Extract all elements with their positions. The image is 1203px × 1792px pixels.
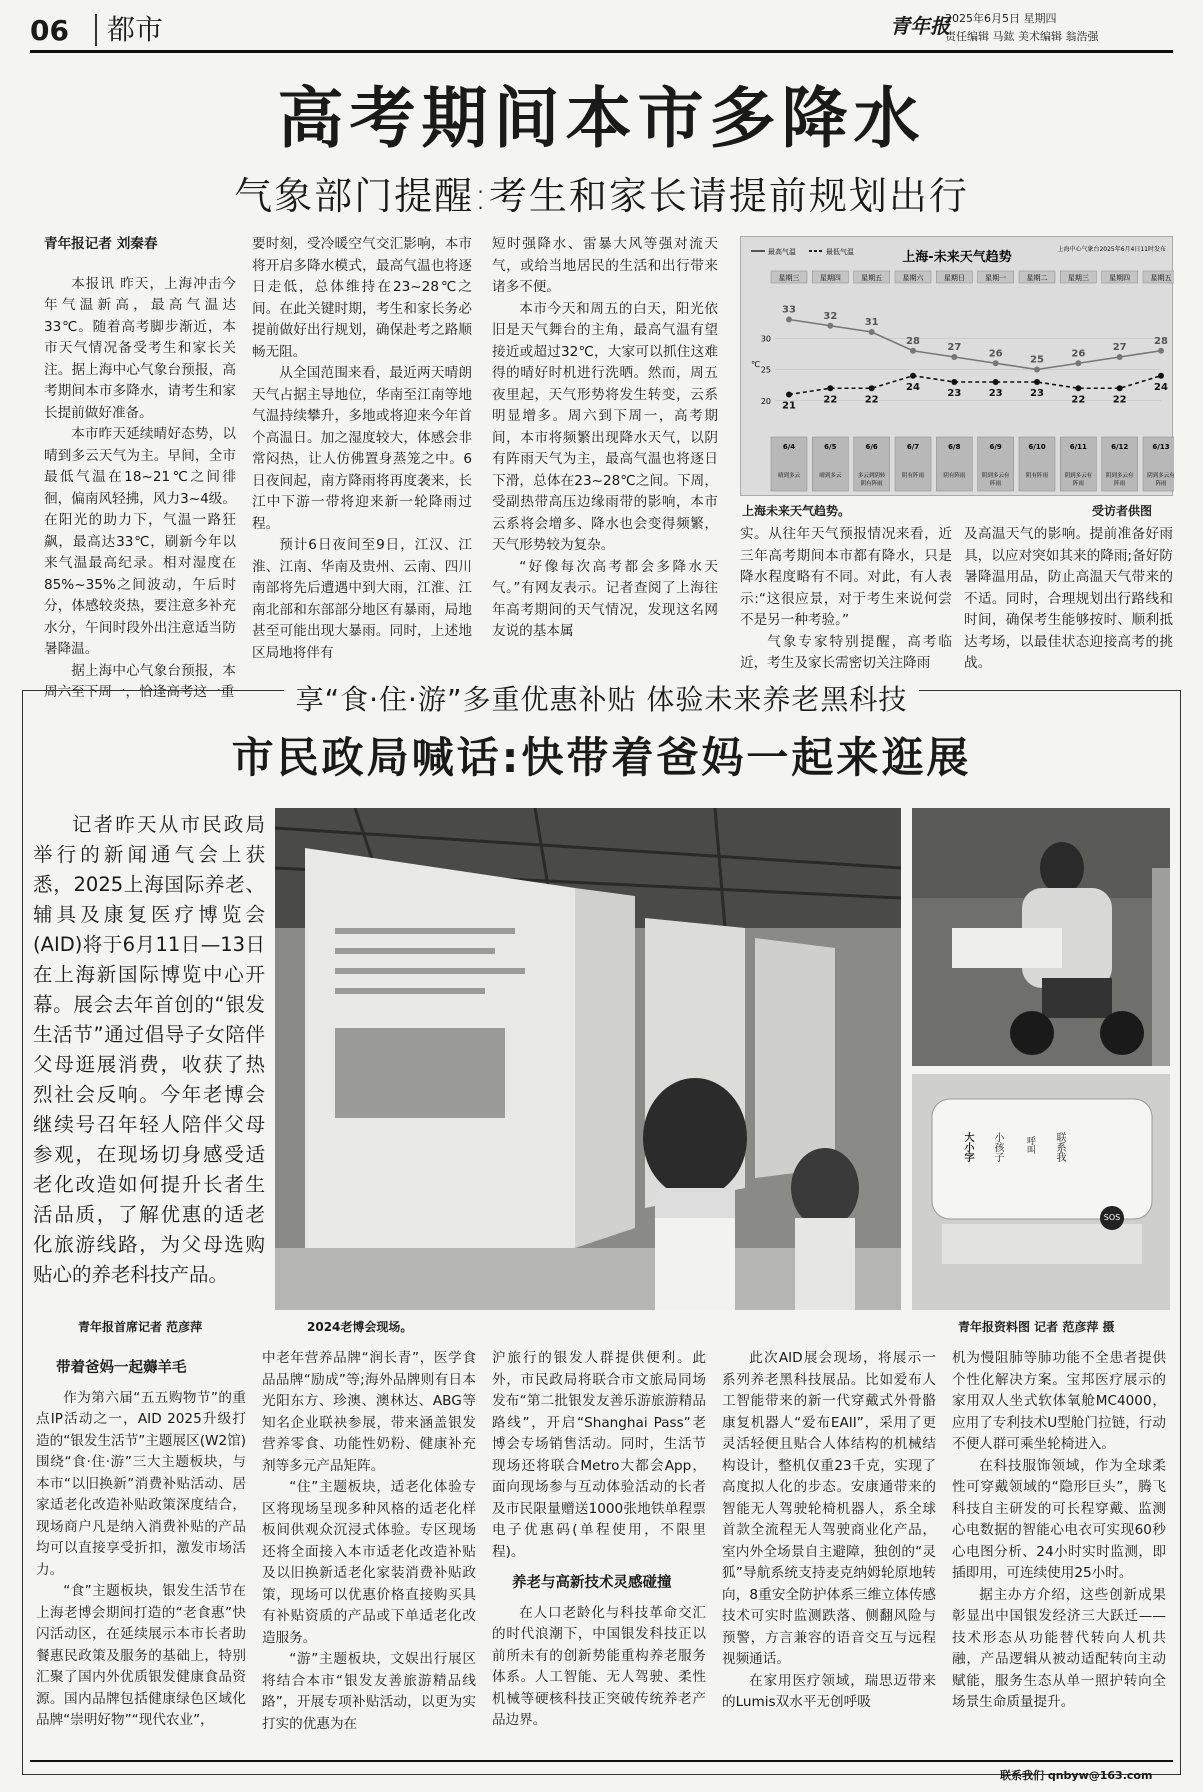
wheelchair-photo xyxy=(912,808,1170,1066)
x-tick-label: 6/8 xyxy=(948,443,961,451)
data-point xyxy=(786,317,792,323)
paragraph: 在科技服饰领域，作为全球柔性可穿戴领域的“隐形巨头”，腾飞科技自主研发的可长程穿戴、监测心电数据的智能心电衣可实现60秒心电图分析、24小时实时监测，即插即用，可连续使用25小时。 xyxy=(952,1457,1166,1581)
x-tick-label: 6/11 xyxy=(1069,443,1087,451)
device-photo-art xyxy=(912,1074,1170,1310)
paragraph: 本市昨天延续晴好态势，以晴到多云天气为主。早间，全市最低气温在18~21℃之间徘徊，偏南风轻拂，风力3~4级。在阳光的助力下，气温一路狂飙，最高达33℃，刷新今年以来气温最高纪录。相对湿度在85%~35%之间波动，午后时分，体感较炎热，要注意多补充水分，午间时段外出注意适当防暑降温。 xyxy=(44,426,236,657)
headline-1: 高考期间本市多降水 xyxy=(277,80,926,157)
condition-label-cont: 阵雨 xyxy=(1155,481,1167,487)
condition-label: 阴到多云有 xyxy=(1105,473,1134,479)
paragraph: “住”主题板块，适老化体验专区将现场呈现多种风格的适老化样板间供观众沉浸式体验。专区现场还将全面接入本市适老化改造补贴及以旧换新适老化家装消费补贴政策，现场可以优惠价格直接购买具有补贴资质的产品或下单适老化改造服务。 xyxy=(262,1479,476,1646)
weekday-label: 星期六 xyxy=(902,274,924,282)
section-name: 都市 xyxy=(95,14,163,46)
weekday-label: 星期日 xyxy=(943,274,965,282)
paragraph: 中老年营养品牌“润长青”，医学食品品牌“励成”等;海外品牌则有日本光阳东方、珍澳、澳林达、ABG等知名企业联袂参展，带来涵盖银发营养零食、功能性奶粉、健康补充剂等多元产品矩阵。 xyxy=(262,1350,476,1474)
weather-trend-chart xyxy=(740,236,1173,496)
weekday-label: 星期四 xyxy=(819,274,841,282)
condition-label: 晴到多云 xyxy=(777,473,801,479)
series-line-low xyxy=(789,376,1161,395)
data-point xyxy=(1034,367,1040,373)
data-point xyxy=(1117,385,1123,391)
y-tick-label: 30 xyxy=(760,334,771,344)
data-label: 33 xyxy=(782,304,796,316)
data-point xyxy=(827,323,833,329)
data-point xyxy=(910,373,916,379)
x-tick-label: 6/5 xyxy=(824,443,837,451)
data-point xyxy=(993,379,999,385)
paragraph: “食”主题板块，银发生活节在上海老博会期间打造的“老食惠”快闪活动区，在延续展示本市长者助餐惠民政策及服务的基础上，特别汇聚了国内外优质银发健康食品资源。国内品牌包括健康绿色区域化品牌“崇明好物”“现代农业”， xyxy=(36,1583,246,1728)
subheadline-1: 气象部门提醒:考生和家长请提前规划出行 xyxy=(234,174,969,218)
photo-caption: 2024老博会现场。 xyxy=(307,1320,413,1334)
x-tick-label: 6/10 xyxy=(1028,443,1046,451)
weekday-label: 星期四 xyxy=(1109,274,1131,282)
expo-photo-art xyxy=(275,808,901,1310)
data-label: 22 xyxy=(1112,394,1127,406)
data-label: 22 xyxy=(823,394,838,406)
condition-label: 晴到多云 xyxy=(819,473,842,479)
weekday-label: 星期五 xyxy=(861,274,883,282)
data-point xyxy=(1158,373,1164,379)
data-label: 23 xyxy=(947,388,962,399)
footer-contact: 联系我们 qnbyw@163.com xyxy=(1000,1769,1153,1782)
data-label: 24 xyxy=(906,381,920,393)
story1-column-2 xyxy=(252,234,472,664)
data-point xyxy=(1075,385,1081,391)
device-photo xyxy=(912,1074,1170,1310)
lead-byline: 青年报首席记者 范彦萍 xyxy=(78,1320,203,1334)
condition-label-cont: 阵雨 xyxy=(1072,481,1084,487)
data-label: 25 xyxy=(1030,354,1044,366)
weekday-label: 星期三 xyxy=(1067,274,1089,282)
x-tick-label: 6/13 xyxy=(1152,443,1170,451)
device-button-child: 小孩子 xyxy=(992,1132,1003,1162)
data-label: 26 xyxy=(988,348,1003,360)
condition-label: 阴到多云有 xyxy=(1064,473,1093,479)
x-tick-label: 6/7 xyxy=(906,443,920,451)
story2-column-5 xyxy=(952,1348,1166,1714)
x-tick-label: 6/4 xyxy=(782,443,796,451)
device-button-large-text: 大小字 xyxy=(962,1132,973,1162)
data-point xyxy=(1158,348,1164,354)
data-point xyxy=(951,379,957,385)
paragraph: 及高温天气的影响。提前准备好雨具，以应对突如其来的降雨;备好防暑降温用品，防止高温天气带来的不适。同时，合理规划出行路线和时间，确保考生能够按时、顺利抵达考场，以最佳状态迎接高考的挑战。 xyxy=(964,526,1173,671)
data-label: 23 xyxy=(1030,388,1044,399)
chart-source-note: 上海中心气象台2025年6月4日11时发布 xyxy=(1057,246,1166,253)
wheelchair-photo-art xyxy=(912,808,1170,1066)
data-label: 31 xyxy=(864,317,879,328)
paragraph: 作为第六届“五五购物节”的重点IP活动之一，AID 2025升级打造的“银发生活节”主题展区(W2馆)围绕“食·住·游”三大主题板块，与本市“以旧换新”消费补贴活动、居家适老化改造补贴政策深度结合，现场商户凡是纳入消费补贴的产品均可以直接享受折扣，激发市场活力。 xyxy=(36,1389,246,1578)
paragraph: 在人口老龄化与科技革命交汇的时代浪潮下，中国银发科技正以前所未有的创新势能重构养老服务体系。人工智能、无人驾驶、柔性机械等硬核科技正突破传统养老产品边界。 xyxy=(492,1604,706,1728)
kicker-2 xyxy=(0,678,1203,718)
subhead: 带着爸妈一起薅羊毛 xyxy=(56,1360,187,1376)
paragraph: 要时刻，受冷暖空气交汇影响，本市将开启多降水模式，最高气温也将逐日走低，总体维持在23~28℃之间。在此关键时期，考生和家长务必提前做好出行规划，确保赴考之路顺畅无阻。 xyxy=(252,236,472,360)
story1-column-3 xyxy=(492,234,718,643)
data-label: 22 xyxy=(1071,394,1086,406)
chart-credit: 受访者供图 xyxy=(1092,504,1153,518)
lead-paragraph xyxy=(33,810,265,1290)
x-tick-label: 6/6 xyxy=(865,443,878,451)
data-point xyxy=(1034,379,1040,385)
data-label: 32 xyxy=(823,310,838,322)
legend-label-high: 最高气温 xyxy=(768,248,796,256)
data-point xyxy=(910,348,916,354)
condition-label: 阴有阵雨 xyxy=(1025,473,1049,479)
data-point xyxy=(786,392,792,398)
condition-label-cont: 阵雨 xyxy=(990,481,1002,487)
story1-column-5 xyxy=(964,524,1173,675)
photo-credit: 青年报资料图 记者 范彦萍 摄 xyxy=(958,1320,1115,1334)
story1-column-1 xyxy=(44,234,236,704)
header-rule xyxy=(30,50,1173,53)
paragraph: 短时强降水、雷暴大风等强对流天气，或给当地居民的生活和出行带来诸多不便。 xyxy=(492,236,718,295)
kicker-text: 享“食·住·游”多重优惠补贴 体验未来养老黑科技 xyxy=(284,683,920,716)
series-line-high xyxy=(789,320,1161,370)
weekday-label: 星期一 xyxy=(985,274,1007,282)
story1-column-4 xyxy=(740,524,952,675)
condition-label-cont: 阵雨 xyxy=(1114,481,1126,487)
story2-column-3 xyxy=(492,1348,706,1732)
device-sos-button: SOS xyxy=(1100,1206,1124,1230)
data-label: 27 xyxy=(947,342,962,353)
data-point xyxy=(951,354,957,360)
device-button-call: 呼叫 xyxy=(1025,1136,1035,1154)
condition-label: 阴有阵雨 xyxy=(901,473,925,479)
paragraph: 据上海中心气象台预报，本周六至下周一，恰逢高考这一重 xyxy=(44,662,236,700)
data-point xyxy=(869,385,875,391)
paragraph: 沪旅行的银发人群提供便利。此外，市民政局将联合市文旅局同场发布“第二批银发友善乐游旅游精品路线”，开启“Shanghai Pass”老博会专场销售活动。同时，生活节现场还将联合Metro大都会App，面向现场参与互动体验活动的长者及市民限量赠送1000张地铁单程票电子优惠码(单程使用，不限里程)。 xyxy=(492,1350,706,1560)
paragraph: 实。从往年天气预报情况来看，近三年高考期间本市都有降水，只是降水程度略有不同。对此，有人表示:“这很应景，对于考生来说何尝不是另一种考验。” xyxy=(740,526,952,628)
paragraph: 据主办方介绍，这些创新成果彰显出中国银发经济三大跃迁——技术形态从功能替代转向人机共融，产品逻辑从被动适配转向主动赋能，服务生态从单一照护转向全场景生命质量提升。 xyxy=(952,1586,1166,1710)
x-tick-label: 6/12 xyxy=(1111,443,1129,451)
byline: 青年报记者 刘秦春 xyxy=(44,236,158,252)
weekday-label: 星期五 xyxy=(1150,274,1172,282)
data-label: 21 xyxy=(782,400,796,412)
chart-title: 上海-未来天气趋势 xyxy=(902,250,1012,265)
data-label: 26 xyxy=(1071,348,1086,360)
paragraph: 气象专家特别提醒，高考临近，考生及家长需密切关注降雨 xyxy=(740,633,952,671)
data-label: 24 xyxy=(1154,381,1168,393)
condition-label: 多云到阴转 xyxy=(857,473,886,479)
paragraph: “好像每次高考都会多降水天气。”有网友表示。记者查阅了上海往年高考期间的天气情况，发现这名网友说的基本属 xyxy=(492,558,718,639)
issue-date: 2025年6月5日 星期四 xyxy=(945,12,1057,25)
paragraph: 在家用医疗领域，瑞思迈带来的Lumis双水平无创呼吸 xyxy=(722,1672,936,1710)
editor-credits: 责任编辑 马鈜 美术编辑 翁浩强 xyxy=(945,30,1099,43)
data-label: 23 xyxy=(988,388,1003,399)
data-label: 27 xyxy=(1112,342,1127,353)
paragraph: 本报讯 昨天，上海冲击今年气温新高，最高气温达33℃。随着高考脚步渐近，本市天气情况备受考生和家长关注。据上海中心气象台预报，高考期间本市多降水，请考生和家长提前做好准备。 xyxy=(44,275,236,421)
expo-photo xyxy=(275,808,901,1310)
data-label: 28 xyxy=(906,335,920,347)
data-label: 28 xyxy=(1154,335,1168,347)
chart-caption: 上海未来天气趋势。 xyxy=(742,504,851,518)
legend-label-low: 最低气温 xyxy=(826,248,854,256)
paragraph: 此次AID展会现场，将展示一系列养老黑科技展品。比如爱布人工智能带来的新一代穿戴式外骨骼康复机器人“爱布EAII”，采用了更灵活轻便且贴合人体结构的机械结构设计，整机仅重23千克，实现了高度拟人化的步态。安康通带来的智能无人驾驶轮椅机器人，系全球首款全流程无人驾驶商业化产品，室内外全场景自主避障，独创的“灵狐”导航系统支持麦克纳姆轮原地转向，8重安全防护体系三维立体传感技术可实时监测跌落、侧翻风险与预警，方言兼容的语音交互与远程视频通话。 xyxy=(722,1350,936,1667)
paragraph: 机为慢阻肺等肺功能不全患者提供个性化解决方案。宝邦医疗展示的家用双人坐式软体氧舱MC4000，应用了专利技术U型舱门拉链，行动不便人群可乘坐轮椅进入。 xyxy=(952,1350,1166,1452)
story2-column-1 xyxy=(36,1348,246,1732)
data-point xyxy=(993,360,999,366)
masthead-logo: 青年报 xyxy=(890,14,950,38)
page-number: 06 xyxy=(30,14,69,47)
condition-label: 阴到多云有 xyxy=(1147,473,1174,479)
device-button-contact: 联系我 xyxy=(1054,1132,1065,1162)
y-axis-label: ℃ xyxy=(751,360,760,369)
weekday-label: 星期二 xyxy=(1026,274,1048,282)
data-label: 22 xyxy=(864,394,879,406)
condition-label: 阴有阵雨 xyxy=(943,473,966,479)
y-tick-label: 25 xyxy=(760,365,771,375)
paragraph: 本市今天和周五的白天，阳光依旧是天气舞台的主角，最高气温有望接近或超过32℃，大家可以抓住这难得的晴好时机进行洗晒。然而，周五夜里起，天气形势将发生转变，云系明显增多。周六到下周一，高考期间，本市将频繁出现降水天气，以阴有阵雨天气为主，最高气温也将逐日下滑，总体在23~28℃之间。下周，受副热带高压边缘雨带的影响，本市云系将会增多、降水也会变得频繁，天气形势较为复杂。 xyxy=(492,300,718,553)
subhead: 养老与高新技术灵感碰撞 xyxy=(512,1575,672,1591)
paragraph: “游”主题板块，文娱出行展区将结合本市“银发友善旅游精品线路”，开展专项补贴活动，以更为实打实的优惠为在 xyxy=(262,1651,476,1732)
headline-2: 市民政局喊话:快带着爸妈一起来逛展 xyxy=(231,733,972,782)
paragraph: 预计6日夜间至9日，江汉、江淮、江南、华南及贵州、云南、四川南部将先后遭遇中到大雨，江淮、江南北部和东部部分地区有暴雨，局地甚至可能出现大暴雨。同时，上述地区局地将伴有 xyxy=(252,537,472,661)
x-tick-label: 6/9 xyxy=(989,443,1002,451)
condition-label: 阴到多云有 xyxy=(981,473,1010,479)
data-point xyxy=(827,385,833,391)
lead-text: 记者昨天从市民政局举行的新闻通气会上获悉，2025上海国际养老、辅具及康复医疗博览会(AID)将于6月11日—13日在上海新国际博览中心开幕。展会去年首创的“银发生活节”通过倡导子女陪伴父母逛展消费，收获了热烈社会反响。今年老博会继续号召年轻人陪伴父母参观，在现场切身感受适老化改造如何提升长者生活品质，了解优惠的适老化旅游线路，为父母选购贴心的养老科技产品。 xyxy=(33,813,265,1286)
weekday-label: 星期三 xyxy=(778,274,800,282)
story2-column-2 xyxy=(262,1348,476,1735)
chart-svg xyxy=(741,237,1174,497)
footer-rule xyxy=(30,1760,1173,1762)
story2-column-4 xyxy=(722,1348,936,1714)
paragraph: 从全国范围来看，最近两天晴朗天气占据主导地位，华南至江南等地气温持续攀升，多地或将迎来今年首个高温日。加之湿度较大，体感会非常闷热，让人仿佛置身蒸笼之中。6日夜间起，南方降雨将再度袭来，长江中下游一带将迎来新一轮降雨过程。 xyxy=(252,365,472,532)
y-tick-label: 20 xyxy=(760,396,771,406)
data-point xyxy=(1117,354,1123,360)
data-point xyxy=(869,329,875,335)
data-point xyxy=(1075,360,1081,366)
condition-label-cont: 阴有阵雨 xyxy=(860,481,883,487)
